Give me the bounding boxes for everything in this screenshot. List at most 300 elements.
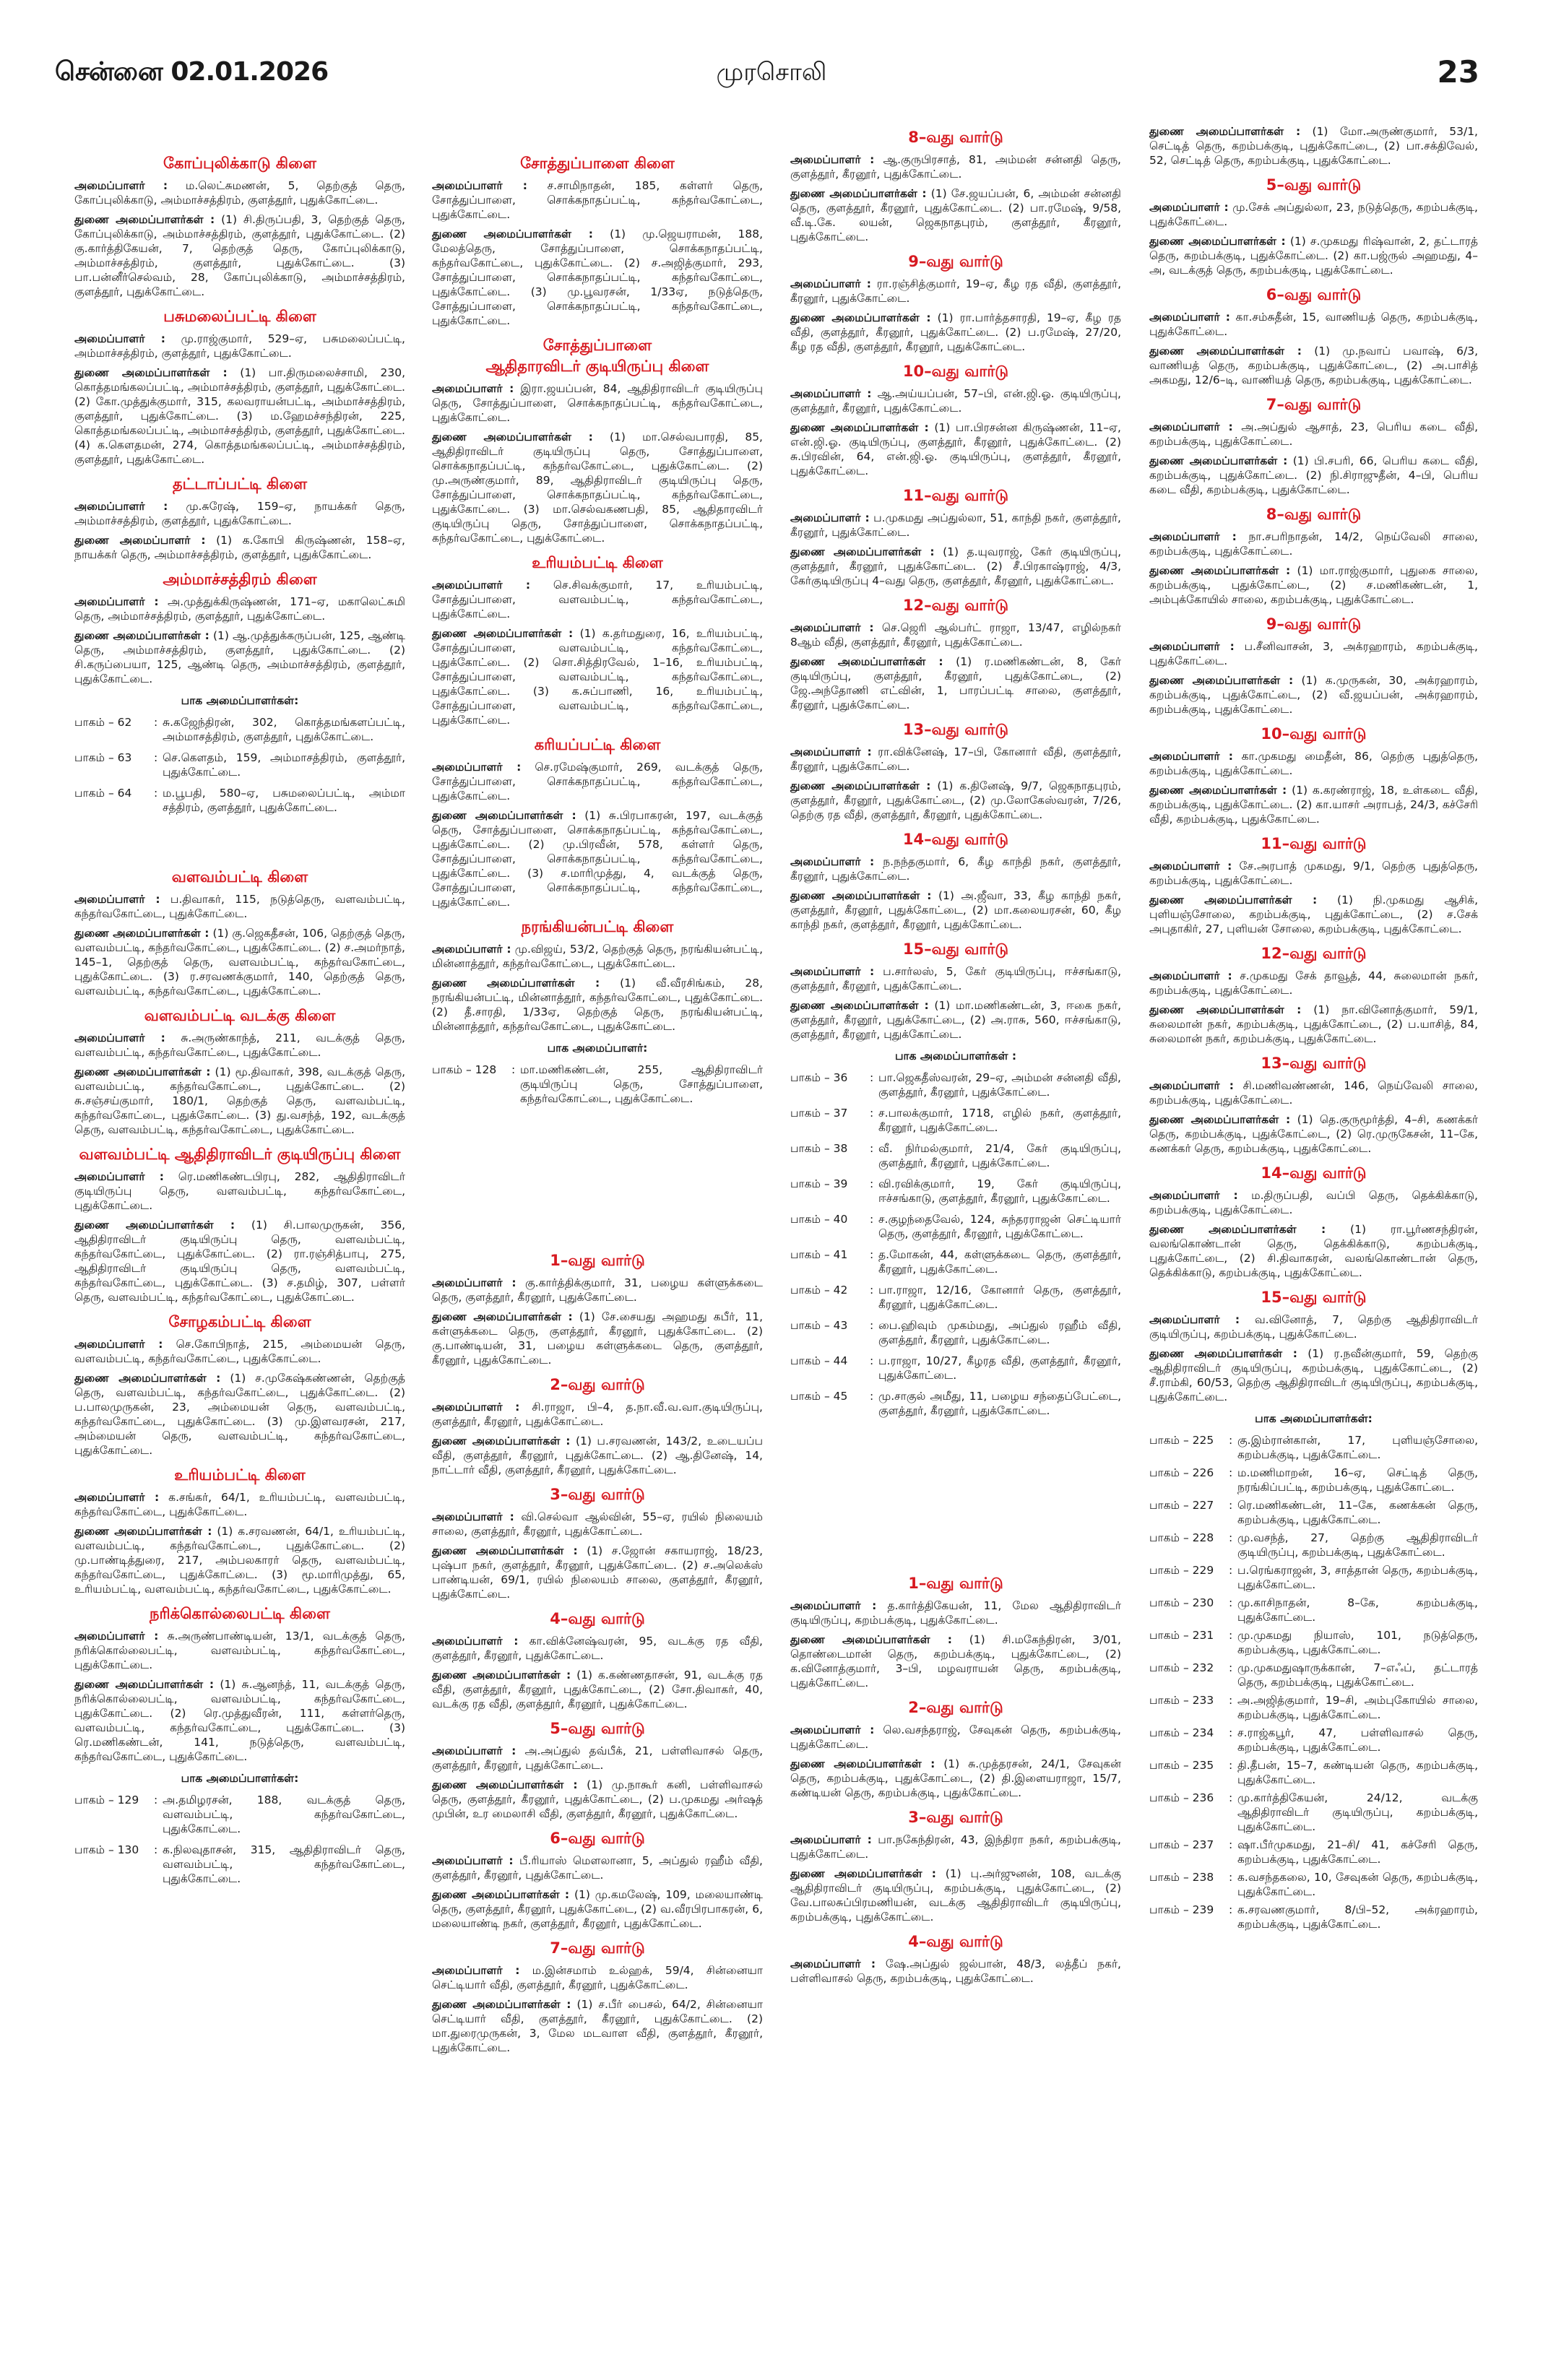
organizer-label: அமைப்பாளர் : — [74, 595, 159, 608]
booth-section-title: பாக அமைப்பாளர்கள்: — [181, 694, 299, 707]
booth-organizer-details: மு.முகமது நியாஸ், 101, நடுத்தெரு, கறம்பக்குடி, புதுக்கோட்டை. — [1237, 1629, 1478, 1656]
booth-organizer-details: ரெ.மணிகண்டன், 11–கே, கணக்கன் தெரு, கறம்பக்குடி, புதுக்கோட்டை. — [1237, 1499, 1478, 1526]
deputy-details: (1) ஆ.முத்துக்கருப்பன், 125, ஆண்டி தெரு, அம்மாச்சத்திரம், குளத்தூர், புதுக்கோட்டை. (2) சி.கருப்பையா, 125, ஆண்டி தெரு, அம்மாச்சத்திரம், குளத்தூர், புதுக்கோட்டை. — [74, 629, 405, 685]
deputy-organizers-entry — [74, 1677, 405, 1764]
organizer-entry — [432, 1634, 763, 1663]
booth-row — [74, 786, 405, 815]
booth-organizer-details: அ.தமிழரசன், 188, வடக்குத் தெரு, வளவம்பட்டி, கந்தர்வகோட்டை, புதுக்கோட்டை. — [163, 1793, 405, 1835]
deputy-organizers-entry — [790, 186, 1121, 244]
branch-title: 4–வது வார்டு — [550, 1610, 645, 1627]
deputy-label: துணை அமைப்பாளர்கள் : — [432, 228, 593, 241]
separator-colon: : — [154, 716, 158, 729]
deputy-label: துணை அமைப்பாளர்கள் : — [74, 366, 228, 379]
organizer-label: அமைப்பாளர் : — [1149, 1189, 1238, 1202]
separator-colon: : — [1229, 1791, 1233, 1804]
branch-title: வளவம்பட்டி கிளை — [171, 868, 308, 886]
separator-colon: : — [1229, 1629, 1233, 1642]
branch-title: 1–வது வார்டு — [550, 1252, 645, 1269]
booth-row — [790, 1283, 1121, 1312]
organizer-details: சு.அருண்பாண்டியன், 13/1, வடக்குத் தெரு, நரிக்கொல்லைபட்டி, வளவம்பட்டி, கந்தர்வகோட்டை, புதுக்கோட்டை. — [74, 1630, 405, 1671]
booth-row — [790, 1318, 1121, 1347]
deputy-organizers-entry — [1149, 1003, 1478, 1046]
separator-colon: : — [1229, 1726, 1233, 1739]
booth-row — [1149, 1563, 1478, 1592]
deputy-details: (1) மா.செல்வபாரதி, 85, ஆதிதிராவிடர் குடியிருப்பு தெரு, சோத்துப்பாளை, சொக்கநாதப்பட்டி, கந்தர்வகோட்டை, புதுக்கோட்டை. (2) மு.அருண்குமார், 89, ஆதிதிராவிடர் குடியிருப்பு தெரு, சோத்துப்பாளை, சொக்கநாதப்பட்டி, கந்தர்வகோட்டை, புதுக்கோட்டை. (3) மா.செல்வகணபதி, 85, ஆதிதாரவிடர் குடியிருப்பு தெரு, சோத்துப்பாளை, சொக்கநாதப்பட்டி, கந்தர்வகோட்டை, புதுக்கோட்டை. — [432, 430, 763, 545]
organizer-details: ம.திருப்பதி, வப்பி தெரு, தெக்கிக்காடு, கறம்பக்குடி, புதுக்கோட்டை. — [1149, 1189, 1478, 1216]
organizer-details: ப.திவாகர், 115, நடுத்தெரு, வளவம்பட்டி, கந்தர்வகோட்டை, புதுக்கோட்டை. — [74, 893, 405, 920]
deputy-organizers-entry — [1149, 563, 1478, 607]
deputy-details: (1) சே.ஜயப்பன், 6, அம்மன் சன்னதி தெரு, குளத்தூர், கீரனூர், புதுக்கோட்டை. (2) பா.ரமேஷ், 9/58, வீ.டி.கே. லயன், ஜெகநாதபுரம், குளத்தூர், கீரனூர், புதுக்கோட்டை. — [790, 187, 1122, 243]
booth-number: பாகம் – 37 — [790, 1107, 848, 1120]
organizer-label: அமைப்பாளர் : — [790, 745, 872, 758]
branch-title: 13–வது வார்டு — [1261, 1055, 1367, 1072]
branch-section — [74, 1005, 405, 1137]
branch-section — [432, 1718, 763, 1821]
branch-title: அம்மாச்சத்திரம் கிளை — [163, 571, 317, 588]
booth-row — [790, 1354, 1121, 1382]
organizer-entry — [790, 1598, 1121, 1627]
branch-title: 9–வது வார்டு — [1266, 615, 1362, 633]
booth-number: பாகம் – 235 — [1149, 1759, 1214, 1772]
organizer-entry — [790, 277, 1121, 306]
booth-number: பாகம் – 41 — [790, 1248, 848, 1261]
organizer-details: பா.நகேந்திரன், 43, இந்திரா நகர், கறம்பக்குடி, புதுக்கோட்டை. — [790, 1833, 1121, 1861]
organizer-label: அமைப்பாளர் : — [74, 179, 168, 192]
deputy-details: (1) ப.சரவணன், 143/2, உடையப்ப வீதி, குளத்தூர், கீரனூர், புதுக்கோட்டை. (2) ஆ.தினேஷ், 14, நாட்டார் வீதி, குளத்தூர், கீரனூர், புதுக்கோட்டை. — [432, 1435, 764, 1476]
booth-number: பாகம் – 39 — [790, 1177, 848, 1190]
booth-row — [1149, 1693, 1478, 1722]
organizer-details: கு.கார்த்திக்குமார், 31, பழைய கள்ளுக்கடை தெரு, குளத்தூர், கீரனூர், புதுக்கோட்டை. — [432, 1276, 763, 1304]
branch-section — [790, 1807, 1121, 1924]
booth-number: பாகம் – 63 — [74, 751, 132, 764]
deputy-label: துணை அமைப்பாளர்கள் : — [74, 1065, 211, 1078]
organizer-entry — [1149, 1312, 1478, 1341]
booth-row — [1149, 1903, 1478, 1931]
booth-number: பாகம் – 36 — [790, 1071, 848, 1084]
branch-section — [790, 939, 1121, 1042]
deputy-organizers-entry — [790, 1866, 1121, 1924]
deputy-organizers-entry — [432, 1887, 763, 1931]
booth-organizer-details: மு.வசந்த், 27, தெற்கு ஆதிதிராவிடர் குடியிருப்பு, கறம்பக்குடி, புதுக்கோட்டை. — [1237, 1531, 1478, 1559]
branch-section — [1149, 394, 1478, 497]
deputy-details: (1) க.கரண்ராஜ், 18, உள்கடை வீதி, கறம்பக்குடி, புதுக்கோட்டை. (2) கா.யாசர் அராபத், 24/3, கச்சேரி வீதி, கறம்பக்குடி, புதுக்கோட்டை. — [1149, 784, 1479, 826]
organizer-details: ச.சாமிநாதன், 185, கள்ளர் தெரு, சோத்துப்பாளை, சொக்கநாதப்பட்டி, கந்தர்வகோட்டை, புதுக்கோட்டை. — [432, 179, 763, 221]
deputy-label: துணை அமைப்பாளர்கள் : — [790, 655, 943, 668]
deputy-details: (1) க.கோபி கிருஷ்ணன், 158–ஏ, நாயக்கர் தெரு, அம்மாச்சத்திரம், குளத்தூர், புதுக்கோட்டை. — [74, 534, 405, 561]
deputy-organizers-entry — [74, 212, 405, 299]
organizer-details: சி.ராஜா, பி–4, த.நா.வீ.வ.வா.குடியிருப்பு, குளத்தூர், கீரனூர், புதுக்கோட்டை. — [432, 1401, 763, 1428]
deputy-details: (1) ச.முகேஷ்கண்ணன், தெற்குத் தெரு, வளவம்பட்டி, கந்தர்வகோட்டை, புதுக்கோட்டை. (2) ப.பாலமுருகன், 23, அம்மையன் தெரு, வளவம்பட்டி, கந்தர்வகோட்டை, புதுக்கோட்டை. (3) மு.இளவரசன், 217, அம்மையன் தெரு, வளவம்பட்டி, கந்தர்வகோட்டை, புதுக்கோட்டை. — [74, 1372, 405, 1457]
deputy-label: துணை அமைப்பாளர்கள் : — [432, 809, 576, 822]
deputy-details: (1) மு.ஜெயராமன், 188, மேலத்தெரு, சோத்துப்பாளை, சொக்கநாதப்பட்டி, கந்தர்வகோட்டை, புதுக்கோட்டை. (2) ச.அஜித்குமார், 293, சோத்துப்பாளை, சொக்கநாதப்பட்டி, கந்தர்வகோட்டை, புதுக்கோட்டை. (3) மு.பூவரசன், 1/33ஏ, நடுத்தெரு, சோத்துப்பாளை, சொக்கநாதப்பட்டி, கந்தர்வகோட்டை, புதுக்கோட்டை. — [432, 228, 763, 327]
booth-section-title: பாக அமைப்பாளர்கள் : — [894, 1050, 1017, 1063]
organizer-entry — [1149, 200, 1478, 229]
organizer-label: அமைப்பாளர் : — [790, 153, 875, 166]
deputy-details: (1) பி.சபரி, 66, பெரிய கடை வீதி, கறம்பக்குடி, புதுக்கோட்டை. (2) நி.சிராஜுதீன், 4–பி, பெரிய கடை வீதி, கறம்பக்குடி, புதுக்கோட்டை. — [1149, 454, 1478, 496]
branch-section — [1149, 1287, 1478, 1404]
separator-colon: : — [870, 1390, 874, 1403]
branch-title: 8–வது வார்டு — [908, 129, 1003, 146]
branch-title: உரியம்பட்டி கிளை — [532, 554, 663, 571]
deputy-organizers-entry — [790, 998, 1121, 1042]
branch-title: 4–வது வார்டு — [908, 1933, 1003, 1950]
organizer-entry — [432, 1400, 763, 1429]
organizer-label: அமைப்பாளர் : — [432, 382, 514, 395]
organizer-details: ரெ.மணிகண்டபிரபு, 282, ஆதிதிராவிடர் குடியிருப்பு தெரு, வளவம்பட்டி, கந்தர்வகோட்டை, புதுக்கோட்டை. — [74, 1170, 405, 1212]
deputy-label: துணை அமைப்பாளர்கள் : — [432, 1998, 571, 2011]
separator-colon: : — [870, 1319, 874, 1332]
branch-section — [74, 867, 405, 998]
branch-title: 9–வது வார்டு — [908, 253, 1003, 270]
separator-colon: : — [511, 1063, 516, 1076]
edition-date: சென்னை 02.01.2026 — [55, 57, 329, 87]
booth-row — [790, 1106, 1121, 1135]
organizer-details: இரா.ஜயப்பன், 84, ஆதிதிராவிடர் குடியிருப்பு தெரு, சோத்துப்பாளை, சொக்கநாதப்பட்டி, கந்தர்வகோட்டை, புதுக்கோட்டை. — [432, 382, 763, 424]
organizer-label: அமைப்பாளர் : — [1149, 860, 1232, 873]
column-4 — [1149, 124, 1478, 1939]
branch-title: பசுமலைப்பட்டி கிளை — [163, 308, 316, 325]
deputy-label: துணை அமைப்பாளர்கள் : — [790, 999, 929, 1012]
branch-section — [432, 1484, 763, 1601]
branch-section — [74, 153, 405, 299]
deputy-organizers-entry — [74, 628, 405, 686]
newspaper-masthead: முரசொலி — [716, 58, 827, 87]
deputy-organizers-entry — [790, 311, 1121, 354]
organizer-entry — [1149, 420, 1478, 449]
deputy-details: (1) மோ.அருண்குமார், 53/1, செட்டித் தெரு, கறம்பக்குடி, புதுக்கோட்டை, (2) பா.சக்திவேல், 52, செட்டித் தெரு, கறம்பக்குடி, புதுக்கோட்டை. — [1149, 125, 1478, 167]
booth-row — [790, 1247, 1121, 1276]
deputy-details: (1) சு.பிரபாகரன், 197, வடக்குத் தெரு, சோத்துப்பாளை, சொக்கநாதப்பட்டி, கந்தர்வகோட்டை, புதுக்கோட்டை. (2) மு.பிரவீன், 578, கள்ளர் தெரு, சோத்துப்பாளை, சொக்கநாதப்பட்டி, கந்தர்வகோட்டை, புதுக்கோட்டை. (3) ச.மாரிமுத்து, 4, வடக்குத் தெரு, சோத்துப்பாளை, சொக்கநாதப்பட்டி, கந்தர்வகோட்டை, புதுக்கோட்டை. — [432, 809, 763, 909]
branch-title: 14–வது வார்டு — [1261, 1164, 1367, 1182]
booth-number: பாகம் – 238 — [1149, 1871, 1214, 1884]
booth-organizer-details: ப.ராஜா, 10/27, கீழரத வீதி, குளத்தூர், கீரனூர், புதுக்கோட்டை. — [878, 1354, 1121, 1382]
branch-title: 10–வது வார்டு — [902, 363, 1009, 380]
organizer-details: வ.வினோத், 7, தெற்கு ஆதிதிராவிடர் குடியிருப்பு, கறம்பக்குடி, புதுக்கோட்டை. — [1149, 1313, 1478, 1341]
branch-title: 12–வது வார்டு — [1261, 945, 1367, 962]
organizer-label: அமைப்பாளர் : — [74, 1630, 159, 1643]
organizer-label: அமைப்பாளர் : — [790, 277, 871, 290]
branch-section — [790, 127, 1121, 244]
organizer-details: ஆ.அய்யப்பன், 57–பி, என்.ஜி.ஓ. குடியிருப்பு, குளத்தூர், கீரனூர், புதுக்கோட்டை. — [790, 387, 1121, 415]
branch-section — [432, 1250, 763, 1367]
organizer-label: அமைப்பாளர் : — [432, 1276, 517, 1289]
booth-organizer-details: ச.குழந்தைவேல், 124, சுந்தரராஜன் செட்டியார் தெரு, குளத்தூர், கீரனூர், புதுக்கோட்டை. — [878, 1213, 1121, 1240]
branch-title: சோழகம்பட்டி கிளை — [168, 1313, 311, 1330]
organizer-label: அமைப்பாளர் : — [790, 621, 874, 634]
deputy-organizers-entry — [74, 365, 405, 467]
booth-row — [1149, 1466, 1478, 1494]
deputy-organizers-entry — [432, 430, 763, 545]
branch-section — [74, 569, 405, 686]
deputy-details: (1) மா.மணிகண்டன், 3, ஈகை நகர், குளத்தூர், கீரனூர், புதுக்கோட்டை, (2) அ.ராசு, 560, ஈச்சங்காடு, குளத்தூர், கீரனூர், புதுக்கோட்டை. — [790, 999, 1121, 1041]
booth-organizer-details: த.மோகன், 44, கள்ளுக்கடை தெரு, குளத்தூர், கீரனூர், புதுக்கோட்டை. — [878, 1248, 1121, 1276]
column-3 — [790, 124, 1121, 1993]
organizer-label: அமைப்பாளர் : — [74, 332, 165, 345]
separator-colon: : — [870, 1284, 874, 1297]
booth-row — [1149, 1498, 1478, 1527]
booth-row — [1149, 1838, 1478, 1866]
organizer-entry — [790, 511, 1121, 540]
organizer-label: அமைப்பாளர் : — [790, 1957, 876, 1970]
branch-title: 13–வது வார்டு — [902, 721, 1009, 738]
organizer-label: அமைப்பாளர் : — [1149, 201, 1229, 214]
booth-row — [1149, 1433, 1478, 1462]
booth-section-title: பாக அமைப்பாளர்கள்: — [181, 1772, 299, 1785]
organizer-entry — [790, 386, 1121, 415]
deputy-label: துணை அமைப்பாளர் : — [74, 534, 206, 547]
booth-organizer-details: மு.காசிநாதன், 8–கே, கறம்பக்குடி, புதுக்கோட்டை. — [1237, 1596, 1478, 1624]
branch-section — [74, 1465, 405, 1596]
branch-section — [74, 1604, 405, 1764]
branch-section — [1149, 504, 1478, 607]
organizer-details: செ.ரமேஷ்குமார், 269, வடக்குத் தெரு, சோத்துப்பாளை, சொக்கநாதப்பட்டி, கந்தர்வகோட்டை, புதுக்கோட்டை. — [432, 761, 763, 802]
organizer-label: அமைப்பாளர் : — [1149, 1313, 1240, 1326]
deputy-organizers-entry — [1149, 673, 1478, 717]
branch-section — [790, 1931, 1121, 1986]
organizer-entry — [1149, 639, 1478, 668]
organizer-label: அமைப்பாளர் : — [432, 179, 527, 192]
organizer-label: அமைப்பாளர் : — [432, 1635, 519, 1648]
branch-title: 12–வது வார்டு — [902, 597, 1009, 614]
organizer-details: செ.கோபிநாத், 215, அம்மையன் தெரு, வளவம்பட்டி, கந்தர்வகோட்டை, புதுக்கோட்டை. — [74, 1338, 405, 1365]
organizer-details: த.கார்த்திகேயன், 11, மேல ஆதிதிராவிடர் குடியிருப்பு, கறம்பக்குடி, புதுக்கோட்டை. — [790, 1599, 1121, 1627]
deputy-label: துணை அமைப்பாளர்கள் : — [790, 889, 932, 902]
booth-number: பாகம் – 44 — [790, 1354, 848, 1367]
separator-colon: : — [1229, 1694, 1233, 1707]
organizer-entry — [790, 1832, 1121, 1861]
organizer-entry — [74, 332, 405, 360]
booth-number: பாகம் – 62 — [74, 716, 132, 729]
deputy-details: (1) ச.ஜோன் சகாயராஜ், 18/23, புஷ்பா நகர், குளத்தூர், கீரனூர், புதுக்கோட்டை. (2) ச.அலெக்ஸ் பாண்டியன், 69/1, ரயில் நிலையம் சாலை, குளத்தூர், கீரனூர், புதுக்கோட்டை. — [432, 1544, 763, 1601]
branch-section — [432, 735, 763, 909]
separator-colon: : — [154, 1843, 158, 1856]
separator-colon: : — [870, 1142, 874, 1155]
deputy-label: துணை அமைப்பாளர்கள் : — [432, 1435, 571, 1448]
booth-organizer-details: ம.மணிமாறன், 16–ஏ, செட்டித் தெரு, நரங்கிப்பட்டி, கறம்பக்குடி, புதுக்கோட்டை. — [1237, 1466, 1478, 1494]
deputy-label: துணை அமைப்பாளர்கள் : — [790, 187, 927, 200]
branch-section — [790, 1697, 1121, 1800]
deputy-label: துணை அமைப்பாளர்கள் : — [74, 1525, 212, 1538]
deputy-details: (1) மு.நவாப் பவாஷ், 6/3, வாணியத் தெரு, கறம்பக்குடி, புதுக்கோட்டை, (2) அ.பாசித் அகமது, 12/6–டி, வாணியத் தெரு, கறம்பக்குடி, புதுக்கோட்டை. — [1149, 345, 1478, 386]
organizer-entry — [790, 152, 1121, 181]
organizer-label: அமைப்பாளர் : — [1149, 969, 1232, 982]
deputy-details: (1) மு.நாகூர் கனி, பள்ளிவாசல் தெரு, குளத்தூர், கீரனூர், புதுக்கோட்டை, (2) ப.முகமது அர்ஷத் முபின், உர மைலாசி வீதி, குளத்தூர், கீரனூர், புதுக்கோட்டை. — [432, 1778, 764, 1820]
deputy-organizers-entry — [74, 1218, 405, 1304]
deputy-organizers-entry — [790, 420, 1121, 478]
organizer-label: அமைப்பாளர் : — [432, 1401, 520, 1414]
deputy-organizers-entry — [1149, 893, 1478, 936]
branch-title: 14–வது வார்டு — [902, 831, 1009, 848]
organizer-entry — [74, 1337, 405, 1366]
deputy-organizers-entry — [432, 976, 763, 1034]
deputy-organizers-entry — [432, 808, 763, 909]
branch-section — [432, 553, 763, 727]
deputy-label: துணை அமைப்பாளர்கள் : — [432, 977, 600, 990]
separator-colon: : — [1229, 1564, 1233, 1577]
deputy-details: (1) ரா.பார்த்தசாரதி, 19–ஏ, கீழ ரத வீதி, குளத்தூர், கீரனூர், புதுக்கோட்டை. (2) ப.ரமேஷ், 27/20, கீழ ரத வீதி, குளத்தூர், கீரனூர், புதுக்கோட்டை. — [790, 311, 1121, 353]
booth-number: பாகம் – 227 — [1149, 1499, 1214, 1512]
deputy-label: துணை அமைப்பாளர்கள் : — [1149, 1003, 1302, 1016]
deputy-organizers-entry — [1149, 1222, 1478, 1280]
organizer-entry — [1149, 310, 1478, 339]
branch-section — [74, 474, 405, 562]
organizer-label: அமைப்பாளர் : — [1149, 420, 1233, 433]
separator-colon: : — [1229, 1838, 1233, 1851]
branch-title: 1–வது வார்டு — [908, 1575, 1003, 1592]
deputy-label: துணை அமைப்பாளர்கள் : — [432, 1669, 571, 1682]
deputy-organizers-entry — [74, 533, 405, 562]
booth-organizer-details: ச.ராஜ்கபூர், 47, பள்ளிவாசல் தெரு, கறம்பக்குடி, புதுக்கோட்டை. — [1237, 1726, 1478, 1754]
organizer-label: அமைப்பாளர் : — [74, 500, 168, 513]
deputy-organizers-entry — [432, 1434, 763, 1477]
organizer-entry — [432, 1510, 763, 1539]
column-2 — [432, 150, 763, 2062]
branch-section — [74, 1144, 405, 1304]
booth-number: பாகம் – 226 — [1149, 1466, 1214, 1479]
separator-colon: : — [1229, 1434, 1233, 1447]
deputy-details: (1) க.தர்மதுரை, 16, உரியம்பட்டி, சோத்துப்பாளை, வளவம்பட்டி, கந்தர்வகோட்டை, புதுக்கோட்டை. (2) சொ.சித்திரவேல், 1–16, உரியம்பட்டி, சோத்துப்பாளை, வளவம்பட்டி, கந்தர்வகோட்டை, புதுக்கோட்டை. (3) க.சுப்பாணி, 16, உரியம்பட்டி, சோத்துப்பாளை, வளவம்பட்டி, கந்தர்வகோட்டை, புதுக்கோட்டை. — [432, 627, 763, 727]
organizer-details: ரா.விக்னேஷ், 17–பி, கோனார் வீதி, குளத்தூர், கீரனூர், புதுக்கோட்டை. — [790, 745, 1121, 773]
booth-number: பாகம் – 228 — [1149, 1531, 1214, 1544]
branch-section — [432, 153, 763, 328]
deputy-label: துணை அமைப்பாளர்கள் : — [790, 1867, 936, 1880]
deputy-details: (1) க.கண்ணதாசன், 91, வடக்கு ரத வீதி, குளத்தூர், கீரனூர், புதுக்கோட்டை, (2) சோ.திவாகர், 40, வடக்கு ரத வீதி, குளத்தூர், கீரனூர், புதுக்கோட்டை. — [432, 1669, 764, 1710]
branch-section — [1149, 834, 1478, 936]
booth-number: பாகம் – 232 — [1149, 1661, 1214, 1674]
booth-number: பாகம் – 129 — [74, 1793, 139, 1806]
deputy-details: (1) பா.பிரசன்ன கிருஷ்ணன், 11–ஏ, என்.ஜி.ஓ. குடியிருப்பு, குளத்தூர், கீரனூர், புதுக்கோட்டை. (2) சு.பிரவின், 64, என்.ஜி.ஓ. குடியிருப்பு, குளத்தூர், கீரனூர், புதுக்கோட்டை. — [790, 421, 1121, 477]
booth-organizer-details: செ.கௌதம், 159, அம்மாசத்திரம், குளத்தூர், புதுக்கோட்டை. — [163, 751, 405, 779]
deputy-details: (1) வீ.வீரசிங்கம், 28, நரங்கியன்பட்டி, மின்னாத்தூர், கந்தர்வகோட்டை, புதுக்கோட்டை. (2) தீ.சாரதி, 1/33ஏ, தெற்குத் தெரு, நரங்கியன்பட்டி, மின்னாத்தூர், கந்தர்வகோட்டை, புதுக்கோட்டை. — [432, 977, 764, 1033]
branch-title: உரியம்பட்டி கிளை — [174, 1466, 306, 1484]
branch-title: 7–வது வார்டு — [550, 1939, 645, 1957]
deputy-details: (1) தெ.குருமூர்த்தி, 4–சி, கணக்கர் தெரு, கறம்பக்குடி, புதுக்கோட்டை, (2) ரெ.முருகேசன், 11–கே, கணக்கர் தெரு, கறம்பக்குடி, புதுக்கோட்டை. — [1149, 1113, 1479, 1155]
organizer-label: அமைப்பாளர் : — [432, 761, 522, 774]
deputy-organizers-entry — [1149, 124, 1478, 168]
deputy-details: (1) கு.ஜெகதீசன், 106, தெற்குத் தெரு, வளவம்பட்டி, கந்தர்வகோட்டை, புதுக்கோட்டை. (2) ச.அமர்நாத், 145–1, தெற்குத் தெரு, வளவம்பட்டி, கந்தர்வகோட்டை, புதுக்கோட்டை. (3) ர.சரவணக்குமார், 140, தெற்குத் தெரு, வளவம்பட்டி, கந்தர்வகோட்டை, புதுக்கோட்டை. — [74, 927, 405, 998]
deputy-label: துணை அமைப்பாளர்கள் : — [1149, 1347, 1297, 1360]
booth-organizer-details: மு.சாகுல் அமீது, 11, பழைய சந்தைப்பேட்டை, குளத்தூர், கீரனூர், புதுக்கோட்டை. — [878, 1390, 1121, 1417]
deputy-details: (1) சி.திருப்பதி, 3, தெற்குத் தெரு, கோப்புலிக்காடு, அம்மாச்சத்திரம், குளத்தூர், புதுக்கோட்டை. (2) கு.கார்த்திகேயன், 7, தெற்குத் தெரு, கோப்புலிக்காடு, அம்மாச்சத்திரம், குளத்தூர், புதுக்கோட்டை. (3) பா.பன்னீர்செல்வம், 28, கோப்புலிக்காடு, அம்மாச்சத்திரம், குளத்தூர், புதுக்கோட்டை. — [74, 213, 405, 298]
branch-section — [790, 1573, 1121, 1690]
separator-colon: : — [154, 1793, 158, 1806]
deputy-organizers-entry — [1149, 1346, 1478, 1404]
branch-title: 2–வது வார்டு — [908, 1699, 1003, 1716]
booth-number: பாகம் – 45 — [790, 1390, 848, 1403]
booth-number: பாகம் – 239 — [1149, 1903, 1214, 1916]
booth-number: பாகம் – 38 — [790, 1142, 848, 1155]
organizer-entry — [74, 499, 405, 528]
deputy-organizers-entry — [790, 1757, 1121, 1800]
separator-colon: : — [870, 1213, 874, 1226]
organizer-entry — [790, 964, 1121, 993]
booth-organizer-details: அ.அஜித்குமார், 19–சி, அம்புகோயில் சாலை, கறம்பக்குடி, புதுக்கோட்டை. — [1237, 1694, 1478, 1721]
branch-section — [790, 361, 1121, 478]
booth-row — [1149, 1726, 1478, 1754]
organizer-entry — [1149, 529, 1478, 558]
organizer-label: அமைப்பாளர் : — [74, 1170, 165, 1183]
booth-organizer-details: மா.மணிகண்டன், 255, ஆதிதிராவிடர் குடியிருப்பு தெரு, சோத்துப்பாளை, கந்தர்வகோட்டை, புதுக்கோட்டை. — [520, 1063, 763, 1105]
deputy-details: (1) மா.ராஜ்குமார், புதுகை சாலை, கறம்பக்குடி, புதுக்கோட்டை, (2) ச.மணிகண்டன், 1, அம்புக்கோயில் சாலை, கறம்பக்குடி, புதுக்கோட்டை. — [1149, 564, 1478, 606]
organizer-entry — [432, 1744, 763, 1773]
deputy-label: துணை அமைப்பாளர்கள் : — [432, 1310, 573, 1323]
organizer-entry — [1149, 749, 1478, 778]
deputy-organizers-entry — [790, 1632, 1121, 1690]
branch-title: நரிக்கொல்லைபட்டி கிளை — [150, 1605, 330, 1622]
organizer-details: ம.இன்சமாம் உல்ஹக், 59/4, சின்னையா செட்டியார் வீதி, குளத்தூர், கீரனூர், புதுக்கோட்டை. — [432, 1964, 763, 1991]
deputy-details: (1) மு.கமலேஷ், 109, மலையாண்டி தெரு, குளத்தூர், கீரனூர், புதுக்கோட்டை, (2) வ.வீரபிரபாகரன், 6, மலையாண்டி நகர், குளத்தூர், கீரனூர், புதுக்கோட்டை. — [432, 1888, 763, 1930]
booth-number: பாகம் – 43 — [790, 1319, 848, 1332]
organizer-label: அமைப்பாளர் : — [790, 1833, 872, 1846]
booth-organizer-details: மு.முகமதுஷாருக்கான், 7–எஃப், தட்டாரத் தெரு, கறம்பக்குடி, புதுக்கோட்டை. — [1237, 1661, 1478, 1689]
booth-organizers-section — [790, 1049, 1121, 1418]
booth-row — [432, 1063, 763, 1106]
organizer-details: சே.அரபாத் முகமது, 9/1, தெற்கு புதுத்தெரு, கறம்பக்குடி, புதுக்கோட்டை. — [1149, 860, 1478, 887]
booth-section-title: பாக அமைப்பாளர்: — [547, 1042, 648, 1055]
branch-section — [1149, 124, 1478, 168]
organizer-details: பீ.ரியாஸ் மௌலானா, 5, அப்துல் ரஹீம் வீதி, குளத்தூர், கீரனூர், புதுக்கோட்டை. — [432, 1854, 763, 1882]
deputy-details: (1) ர.மணிகண்டன், 8, கேர் குடியிருப்பு, குளத்தூர், கீரனூர், புதுக்கோட்டை, (2) ஜே.அந்தோணி எட்வின், 1, பாரப்பட்டி சாலை, குளத்தூர், கீரனூர், புதுக்கோட்டை. — [790, 655, 1121, 711]
booth-number: பாகம் – 231 — [1149, 1629, 1214, 1642]
branch-section — [1149, 1053, 1478, 1156]
booth-organizers-section — [1149, 1411, 1478, 1931]
deputy-organizers-entry — [790, 545, 1121, 588]
deputy-label: துணை அமைப்பாளர்கள் : — [1149, 674, 1294, 687]
branch-title: 6–வது வார்டு — [1266, 286, 1362, 303]
branch-section — [432, 1375, 763, 1477]
booth-organizers-section — [74, 693, 405, 815]
booth-row — [74, 1793, 405, 1836]
branch-section — [790, 719, 1121, 822]
organizer-entry — [790, 745, 1121, 774]
booth-number: பாகம் – 128 — [432, 1063, 497, 1076]
organizer-label: அமைப்பாளர் : — [74, 1491, 160, 1504]
deputy-label: துணை அமைப்பாளர்கள் : — [432, 627, 574, 640]
deputy-label: துணை அமைப்பாளர்கள் : — [1149, 893, 1318, 906]
organizer-details: லெ.வசந்தராஜ், சேவுகன் தெரு, கறம்பக்குடி, புதுக்கோட்டை. — [790, 1723, 1121, 1751]
separator-colon: : — [870, 1248, 874, 1261]
deputy-details: (1) சு.முத்தரசன், 24/1, சேவுகன் தெரு, கறம்பக்குடி, புதுக்கோட்டை, (2) தி.இளையராஜா, 15/7, கண்டியன் தெரு, கறம்பக்குடி, புதுக்கோட்டை. — [790, 1757, 1122, 1799]
organizer-entry — [74, 1629, 405, 1672]
deputy-details: (1) அ.ஜீவா, 33, கீழ காந்தி நகர், குளத்தூர், கீரனூர், புதுக்கோட்டை, (2) மா.கலையரசன், 60, கீழ காந்தி நகர், குளத்தூர், கீரனூர், புதுக்கோட்டை. — [790, 889, 1121, 931]
booth-row — [790, 1389, 1121, 1418]
deputy-organizers-entry — [74, 1524, 405, 1596]
booth-organizer-details: பா.ஜெகதீஸ்வரன், 29–ஏ, அம்மன் சன்னதி வீதி, குளத்தூர், கீரனூர், புதுக்கோட்டை. — [878, 1071, 1121, 1099]
organizer-label: அமைப்பாளர் : — [790, 965, 875, 978]
organizer-details: அ.அப்துல் தவ்பீக், 21, பள்ளிவாசல் தெரு, குளத்தூர், கீரனூர், புதுக்கோட்டை. — [432, 1744, 763, 1772]
organizer-label: அமைப்பாளர் : — [74, 893, 160, 906]
booth-number: பாகம் – 234 — [1149, 1726, 1214, 1739]
deputy-organizers-entry — [432, 227, 763, 328]
booth-organizer-details: வீ. நிர்மல்குமார், 21/4, கேர் குடியிருப்பு, குளத்தூர், கீரனூர், புதுக்கோட்டை. — [878, 1142, 1121, 1169]
deputy-organizers-entry — [74, 1371, 405, 1458]
booth-organizer-details: சு.கஜேந்திரன், 302, கொத்தமங்களப்பட்டி, அம்மாசத்திரம், குளத்தூர், புதுக்கோட்டை. — [163, 716, 405, 743]
deputy-organizers-entry — [432, 1310, 763, 1367]
separator-colon: : — [1229, 1661, 1233, 1674]
deputy-label: துணை அமைப்பாளர்கள் : — [74, 629, 209, 642]
booth-row — [1149, 1596, 1478, 1624]
branch-title: 5–வது வார்டு — [1266, 176, 1362, 194]
branch-title: கோப்புலிக்காடு கிளை — [163, 155, 316, 172]
organizer-entry — [432, 942, 763, 971]
separator-colon: : — [870, 1107, 874, 1120]
branch-title: 8–வது வார்டு — [1266, 506, 1362, 523]
booth-organizer-details: க.வசந்தகலை, 10, சேவுகன் தெரு, கறம்பக்குடி, புதுக்கோட்டை. — [1237, 1871, 1478, 1898]
deputy-organizers-entry — [1149, 1112, 1478, 1156]
deputy-organizers-entry — [790, 779, 1121, 822]
organizer-label: அமைப்பாளர் : — [74, 1338, 163, 1351]
deputy-label: துணை அமைப்பாளர்கள் : — [74, 1678, 215, 1691]
